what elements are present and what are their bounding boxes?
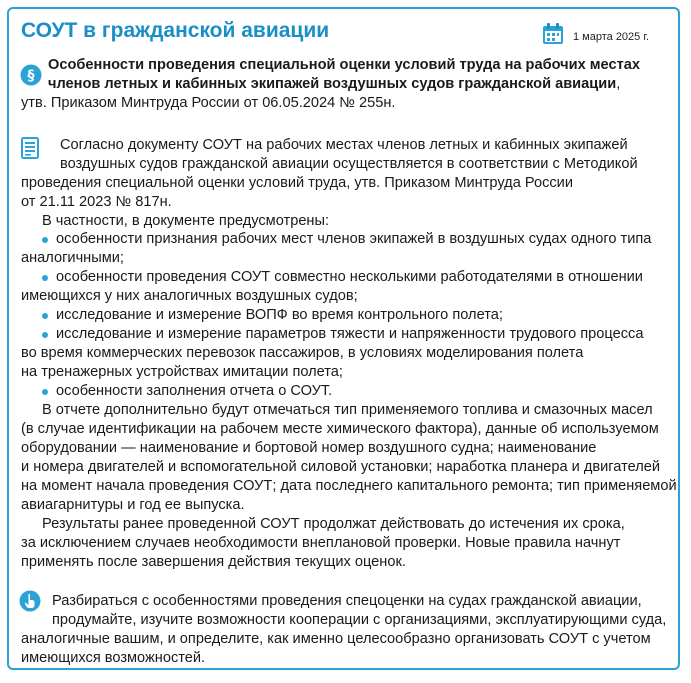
body-line: оборудовании — наименование и бортовой номер воздушного судна; наименование	[21, 440, 597, 456]
body-line: проведения специальной оценки условий труда, утв. Приказом Минтруда России	[21, 175, 573, 191]
advice-line: аналогичные вашим, и определите, как именно целесообразно организовать СОУТ с учетом	[21, 631, 651, 647]
body-line: (в случае идентификации на рабочем месте химического фактора), данные об используемом	[21, 421, 659, 437]
body-line: от 21.11 2023 № 817н.	[21, 194, 172, 210]
intro-bold-line2: членов летных и кабинных экипажей воздушных судов гражданской авиации	[48, 76, 617, 92]
list-item-continuation: имеющихся у них аналогичных воздушных судов;	[21, 288, 358, 304]
calendar-icon	[542, 23, 564, 45]
body-line: и номера двигателей и вспомогательной силовой установки; наработка планера и двигателей	[21, 459, 661, 475]
intro-comma: ,	[616, 76, 621, 92]
advice-line: Разбираться с особенностями проведения спецоценки на судах гражданской авиации,	[52, 593, 642, 609]
intro-line2	[48, 75, 620, 94]
intro-bold-line1: Особенности проведения специальной оценки условий труда на рабочих местах	[48, 57, 640, 73]
body-line: В отчете дополнительно будут отмечаться тип применяемого топлива и смазочных масел	[42, 402, 653, 418]
list-item: особенности проведения СОУТ совместно несколькими работодателями в отношении	[56, 269, 643, 285]
bullet-icon	[42, 389, 48, 395]
document-icon	[19, 137, 41, 159]
advice-line: продумайте, изучите возможности кооперации с организациями, эксплуатирующими суда,	[52, 612, 667, 628]
list-item: особенности заполнения отчета о СОУТ.	[56, 383, 333, 399]
bullet-icon	[42, 332, 48, 338]
paragraph-icon	[20, 64, 42, 86]
bullet-icon	[42, 237, 48, 243]
body-line: В частности, в документе предусмотрены:	[42, 213, 330, 229]
bullet-icon	[42, 275, 48, 281]
body-line: Результаты ранее проведенной СОУТ продолжат действовать до истечения их срока,	[42, 516, 625, 532]
publication-date: 1 марта 2025 г.	[573, 31, 650, 43]
body-line: Согласно документу СОУТ на рабочих местах членов летных и кабинных экипажей	[60, 137, 628, 153]
svg-text:§: §	[27, 68, 35, 84]
list-item: исследование и измерение параметров тяжести и напряженности трудового процесса	[56, 326, 644, 342]
body-line: авиагарнитуры и год ее выпуска.	[21, 497, 245, 513]
list-item: особенности признания рабочих мест членов экипажей в воздушных судах одного типа	[56, 231, 652, 247]
body-line: за исключением случаев необходимости внеплановой проверки. Новые правила начнут	[21, 535, 621, 551]
list-item-continuation: во время коммерческих перевозок пассажиров, в условиях моделирования полета	[21, 345, 584, 361]
list-item-continuation: на тренажерных устройствах имитации полета;	[21, 364, 343, 380]
article-card	[7, 7, 680, 670]
page-title: СОУТ в гражданской авиации	[21, 19, 330, 42]
list-item: исследование и измерение ВОПФ во время контрольного полета;	[56, 307, 503, 323]
hand-pointer-icon	[19, 590, 41, 612]
body-line: применять после завершения действия текущих оценок.	[21, 554, 406, 570]
intro-line3: утв. Приказом Минтруда России от 06.05.2024 № 255н.	[21, 95, 396, 111]
body-line: на момент начала проведения СОУТ; дата последнего капитального ремонта; тип применяемой	[21, 478, 677, 494]
body-line: воздушных судов гражданской авиации осуществляется в соответствии с Методикой	[60, 156, 638, 172]
list-item-continuation: аналогичными;	[21, 250, 124, 266]
header	[21, 17, 671, 47]
advice-line: имеющихся возможностей.	[21, 650, 206, 666]
bullet-icon	[42, 313, 48, 319]
